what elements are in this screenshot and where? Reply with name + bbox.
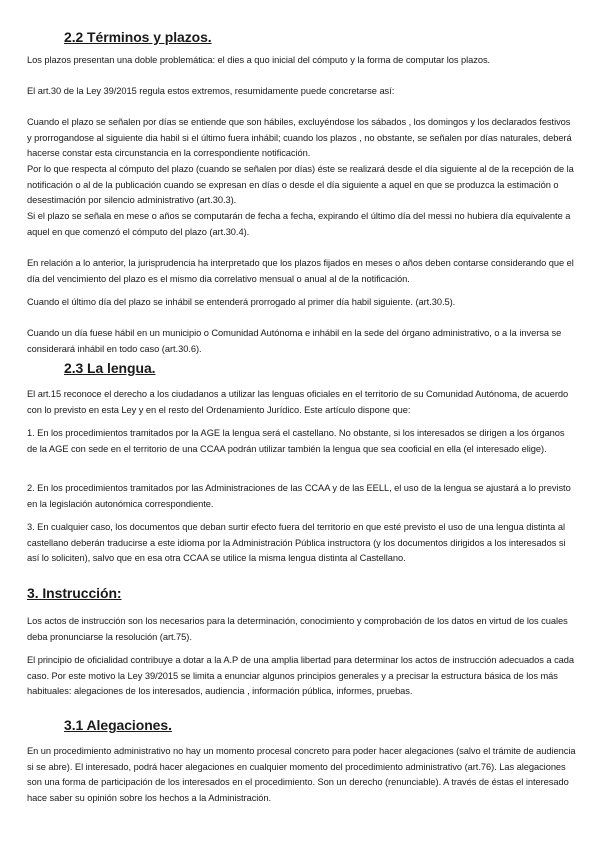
paragraph: Los plazos presentan una doble problemática: el dies a quo inicial del cómputo y la forma de computar los plazos.	[27, 55, 491, 65]
paragraph: En un procedimiento administrativo no hay un momento procesal concreto para poder hacer alegaciones (salvo el trámite de audiencia si se abre). El interesado, podrá hacer alegaciones en cualquier momento del procedimiento administrativo (art.76). Las alegaciones son una forma de participación de los interesados en el procedimiento. Son un derecho (renunciable). A través de éstas el interesado hace saber su opinión sobre los hechos a la Administración.	[27, 746, 576, 804]
paragraph: En relación a lo anterior, la jurisprudencia ha interpretado que los plazos fijados en meses o años deben contarse considerando que el día del vencimiento del plazo es el mismo dia correlativo mensual o anual al de la notificación.	[27, 258, 574, 284]
paragraph: Los actos de instrucción son los necesarios para la determinación, conocimiento y comprobación de los datos en virtud de los cuales deba pronunciarse la resolución (art.75).	[27, 616, 568, 642]
paragraph: El art.30 de la Ley 39/2015 regula estos extremos, resumidamente puede concretarse así:	[27, 86, 395, 96]
section-heading-terminos-plazos: 2.2 Términos y plazos.	[64, 29, 212, 45]
paragraph: 2. En los procedimientos tramitados por las Administraciones de las CCAA y de las EELL, el uso de la lengua se ajustará a lo previsto en la legislación autonómica correspondiente.	[27, 483, 571, 509]
paragraph: Por lo que respecta al cómputo del plazo (cuando se señalen por días) éste se realizará desde el día siguiente al de la recepción de la notificación o al de la publicación cuando se expresan en días o desde el día siguiente a aquel en que se produzca la estimación o desestimación por silencio administrativo (art.30.3).	[27, 164, 574, 206]
paragraph: Si el plazo se señala en mese o años se computarán de fecha a fecha, expirando el último día del messi no hubiera día equivalente a aquel en que comenzó el cómputo del plazo (art.30.4).	[27, 211, 571, 237]
paragraph: El principio de oficialidad contribuye a dotar a la A.P de una amplia libertad para determinar los actos de instrucción adecuados a cada caso. Por este motivo la Ley 39/2015 se limita a enunciar algunos principios generales y a precisar la estructura básica de los más habituales: alegaciones de los interesados, audiencia , información pública, informes, pruebas.	[27, 655, 575, 697]
paragraph: Cuando el plazo se señalen por días se entiende que son hábiles, excluyéndose los sábados , los domingos y los declarados festivos y prorrogandose al siguiente dia habil si el último fuera inhábil; cuando los plazos , no obstante, se señalen por días naturales, deberá hacerse constar esta circunstancia en la correspondiente notificación.	[27, 117, 572, 159]
paragraph: El art.15 reconoce el derecho a los ciudadanos a utilizar las lenguas oficiales en el territorio de su Comunidad Autónoma, de acuerdo con lo previsto en esta Ley y en el resto del Ordenamiento Jurídico. Este artículo dispone que:	[27, 389, 569, 415]
paragraph: 3. En cualquier caso, los documentos que deban surtir efecto fuera del territorio en que esté previsto el uso de una lengua distinta al castellano deberán traducirse a este idioma por la Administración Pública instructora (y los documentos dirigidos a los interesados si así lo soliciten), salvo que en esa otra CCAA se utilice la misma lengua distinta al Castellano.	[27, 522, 566, 564]
section-heading-lengua: 2.3 La lengua.	[64, 360, 156, 376]
paragraph: Cuando el último día del plazo se inhábil se entenderá prorrogado al primer día habil siguiente. (art.30.5).	[27, 297, 456, 307]
paragraph: 1. En los procedimientos tramitados por la AGE la lengua será el castellano. No obstante, si los interesados se dirigen a los órganos de la AGE con sede en el territorio de una CCAA podrán utilizar también la lengua que sea cooficial en ella (el interesado elige).	[27, 428, 565, 454]
section-heading-alegaciones: 3.1 Alegaciones.	[64, 717, 172, 733]
paragraph: Cuando un día fuese hábil en un municipio o Comunidad Autónoma e inhábil en la sede del órgano administrativo, o a la inversa se considerará inhábil en todo caso (art.30.6).	[27, 328, 562, 354]
section-heading-instruccion: 3. Instrucción:	[27, 585, 122, 601]
